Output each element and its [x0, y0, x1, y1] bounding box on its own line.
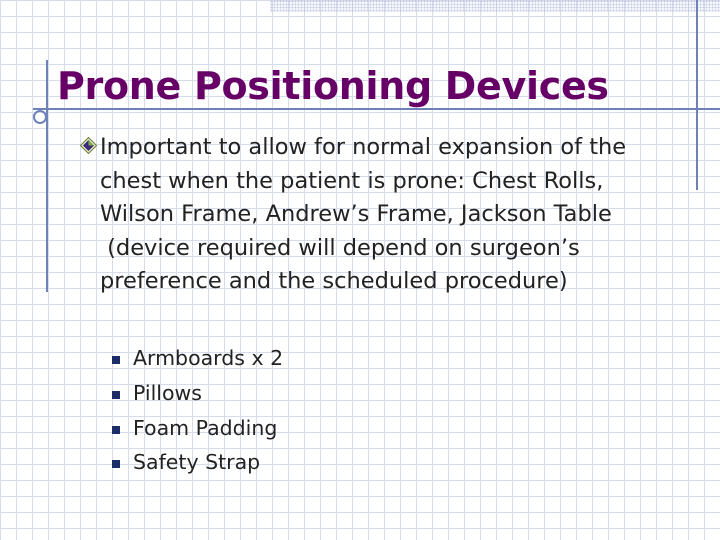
main-bullet-text: Important to allow for normal expansion of the chest when the patient is prone: Chest Rolls, Wilson Frame, Andrew’s Frame, Jackson Table — [100, 134, 627, 227]
list-item — [108, 445, 283, 480]
list-item — [108, 411, 283, 446]
list-item — [108, 341, 283, 376]
square-bullet-icon — [112, 460, 120, 468]
square-bullet-icon — [112, 391, 120, 399]
list-item — [108, 376, 283, 411]
diamond-bullet-icon — [80, 137, 97, 154]
decorative-vertical-line-left — [46, 60, 48, 292]
decorative-circle-icon — [33, 110, 47, 124]
main-bullet — [100, 131, 660, 299]
decorative-vertical-line-right — [696, 0, 698, 190]
list-item-label: Safety Strap — [133, 450, 261, 475]
square-bullet-icon — [112, 356, 120, 364]
slide-title: Prone Positioning Devices — [57, 64, 609, 108]
list-item-label: Armboards x 2 — [133, 346, 284, 370]
decorative-top-band — [270, 0, 720, 12]
main-bullet-note: (device required will depend on surgeon’s preference and the scheduled procedure) — [100, 234, 587, 294]
list-item-label: Pillows — [133, 380, 202, 405]
square-bullet-icon — [112, 426, 120, 434]
list-item-label: Foam Padding — [133, 415, 278, 440]
device-list — [108, 341, 283, 480]
